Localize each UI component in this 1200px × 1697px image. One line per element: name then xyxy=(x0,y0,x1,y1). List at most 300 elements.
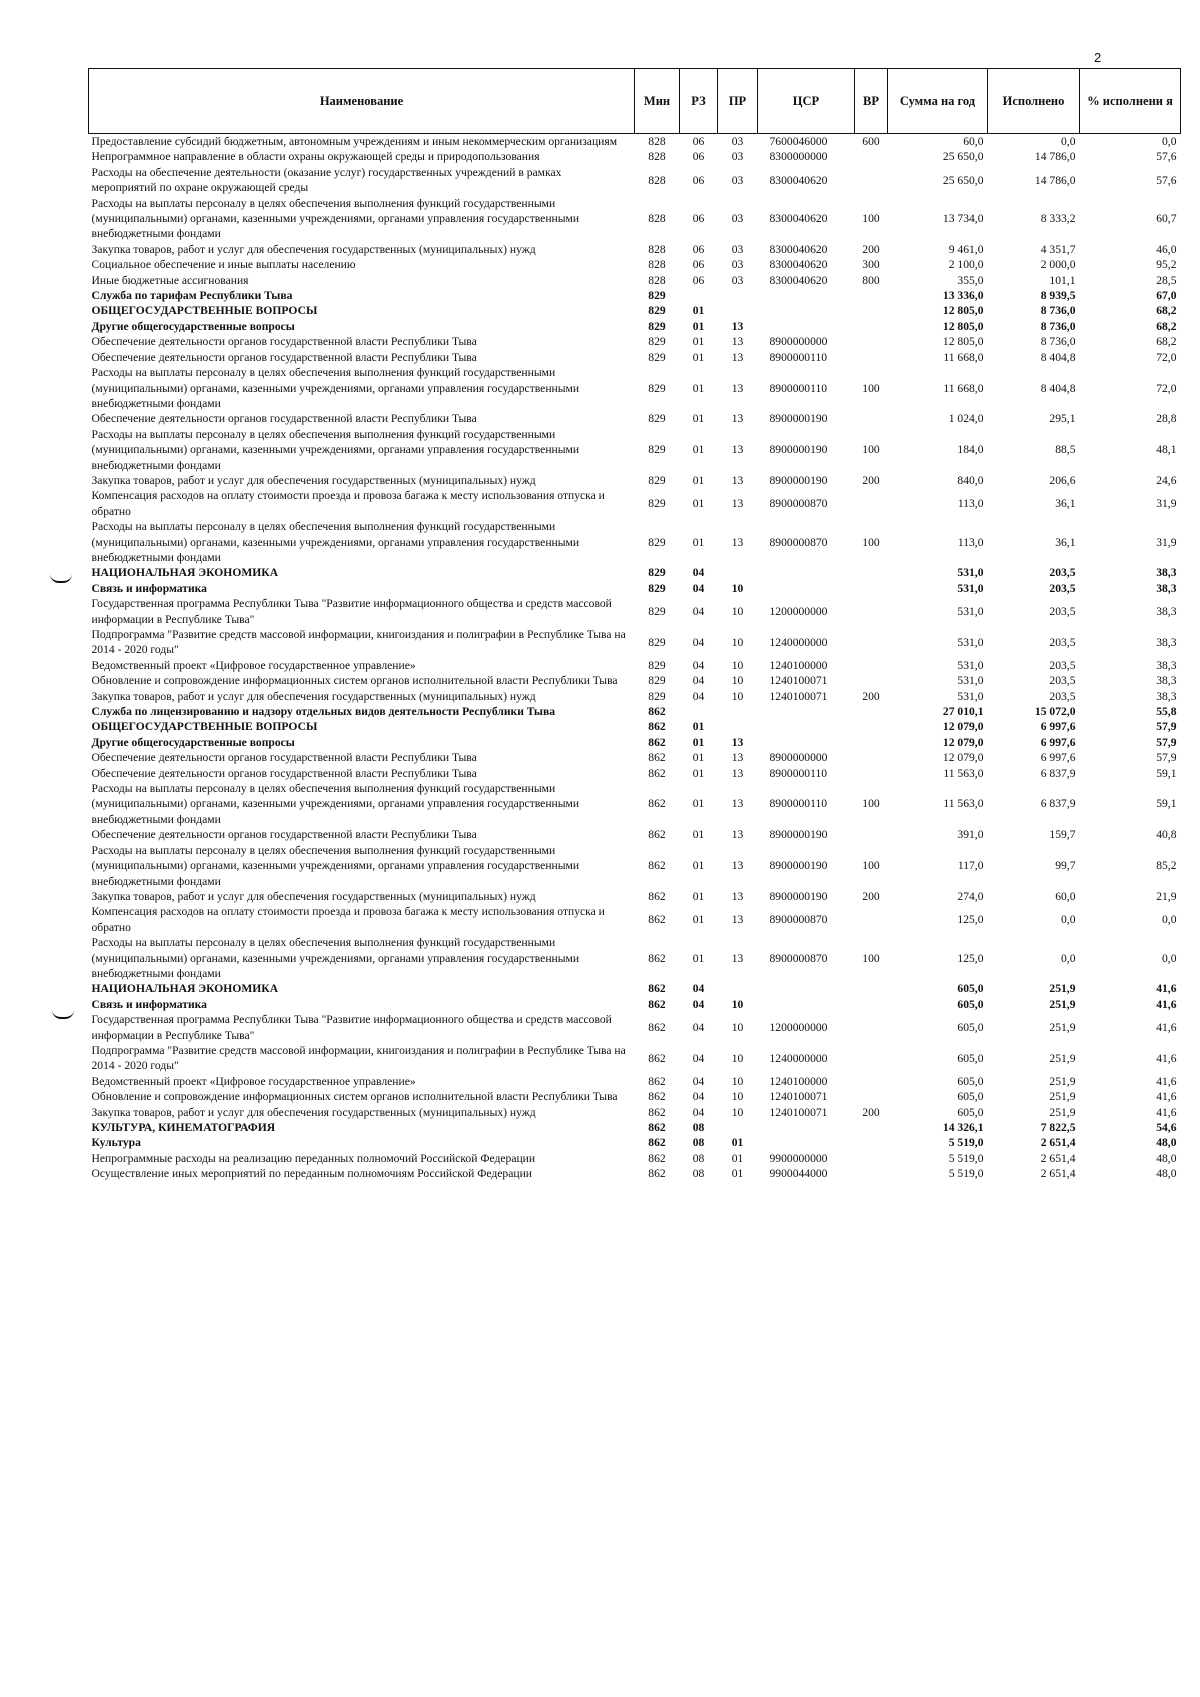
cell-csr: 9900044000 xyxy=(769,1167,828,1181)
cell-percent: 31,9 xyxy=(1156,497,1177,511)
cell-rz: 01 xyxy=(692,304,705,318)
table-row xyxy=(89,273,1181,288)
cell-vr: 200 xyxy=(862,242,880,256)
cell-csr: 1240100071 xyxy=(769,1090,828,1104)
cell-annual-sum: 12 079,0 xyxy=(942,720,984,734)
cell-csr xyxy=(758,997,855,1012)
cell-vr xyxy=(855,288,888,303)
cell-vr xyxy=(855,1043,888,1074)
table-header-row xyxy=(89,69,1181,134)
cell-rz: 01 xyxy=(692,751,705,765)
cell-annual-sum: 391,0 xyxy=(957,828,984,842)
cell-csr: 8900000110 xyxy=(769,797,828,811)
cell-annual-sum: 11 563,0 xyxy=(943,766,984,780)
cell-name: Ведомственный проект «Цифровое государственное управление» xyxy=(91,1074,416,1088)
cell-name: Закупка товаров, работ и услуг для обеспечения государственных (муниципальных) нужд xyxy=(91,1105,536,1119)
cell-rz: 04 xyxy=(692,689,705,703)
cell-csr: 8900000190 xyxy=(769,443,828,457)
cell-executed: 6 997,6 xyxy=(1040,735,1076,749)
table-row xyxy=(89,1074,1181,1089)
cell-rz: 08 xyxy=(692,1136,705,1150)
cell-vr xyxy=(855,981,888,996)
cell-vr xyxy=(855,334,888,349)
cell-name: Другие общегосударственные вопросы xyxy=(91,319,295,333)
cell-min: 829 xyxy=(648,581,666,595)
cell-rz: 01 xyxy=(692,735,705,749)
cell-csr: 7600046000 xyxy=(769,135,828,148)
cell-annual-sum: 12 805,0 xyxy=(942,304,984,318)
cell-vr xyxy=(855,319,888,334)
cell-executed: 8 939,5 xyxy=(1040,289,1076,303)
cell-min: 829 xyxy=(648,674,666,688)
cell-rz: 04 xyxy=(692,1105,705,1119)
cell-min: 828 xyxy=(648,173,666,187)
cell-csr: 8300040620 xyxy=(769,173,828,187)
cell-pr: 10 xyxy=(731,1020,744,1034)
table-row xyxy=(89,827,1181,842)
cell-min: 828 xyxy=(648,212,666,226)
cell-rz: 06 xyxy=(692,135,705,148)
cell-rz: 01 xyxy=(692,350,705,364)
cell-percent: 41,6 xyxy=(1156,982,1177,996)
cell-min: 862 xyxy=(648,1090,666,1104)
cell-executed: 0,0 xyxy=(1061,135,1076,148)
cell-percent: 31,9 xyxy=(1156,535,1177,549)
cell-min: 862 xyxy=(648,1167,666,1181)
table-row xyxy=(89,719,1181,734)
cell-rz: 01 xyxy=(692,951,705,965)
cell-name: Расходы на выплаты персоналу в целях обеспечения выполнения функций государственными (муниципальными) органами, казенными учреждениями, органами управления государственными внебюджетными фондами xyxy=(91,520,580,564)
cell-pr: 01 xyxy=(731,1136,744,1150)
cell-pr xyxy=(718,1120,758,1135)
cell-annual-sum: 12 079,0 xyxy=(942,735,984,749)
cell-csr: 1240000000 xyxy=(769,635,828,649)
cell-name: Обеспечение деятельности органов государственной власти Республики Тыва xyxy=(91,335,477,349)
table-row xyxy=(89,519,1181,565)
cell-executed: 251,9 xyxy=(1049,1051,1076,1065)
cell-executed: 203,5 xyxy=(1049,581,1076,595)
cell-executed: 8 736,0 xyxy=(1040,319,1076,333)
cell-executed: 8 333,2 xyxy=(1040,212,1076,226)
cell-rz: 04 xyxy=(692,581,705,595)
cell-pr: 03 xyxy=(731,135,744,148)
cell-rz: 04 xyxy=(692,1074,705,1088)
cell-annual-sum: 125,0 xyxy=(957,951,984,965)
cell-name: Подпрограмма "Развитие средств массовой информации, книгоиздания и полиграфии в Республике Тыва на 2014 - 2020 годы" xyxy=(91,1043,626,1073)
cell-annual-sum: 113,0 xyxy=(957,497,984,511)
cell-percent: 72,0 xyxy=(1156,381,1177,395)
cell-csr: 8900000000 xyxy=(769,751,828,765)
col-header-rz: РЗ xyxy=(680,69,718,134)
cell-annual-sum: 605,0 xyxy=(957,982,984,996)
cell-rz: 04 xyxy=(692,658,705,672)
cell-name: Компенсация расходов на оплату стоимости проезда и провоза багажа к месту использования отпуска и обратно xyxy=(91,489,605,518)
cell-rz: 01 xyxy=(692,889,705,903)
cell-pr: 13 xyxy=(731,335,744,349)
cell-min: 829 xyxy=(648,350,666,364)
cell-executed: 8 404,8 xyxy=(1040,350,1076,364)
cell-vr xyxy=(855,1166,888,1181)
cell-executed: 2 000,0 xyxy=(1040,258,1076,272)
cell-rz: 08 xyxy=(692,1121,705,1134)
cell-executed: 251,9 xyxy=(1049,1074,1076,1088)
cell-rz xyxy=(680,288,718,303)
cell-vr xyxy=(855,149,888,164)
cell-name: Предоставление субсидий бюджетным, автономным учреждениям и иным некоммерческим организациям xyxy=(91,135,618,148)
cell-executed: 8 404,8 xyxy=(1040,381,1076,395)
cell-pr: 13 xyxy=(731,751,744,765)
cell-percent: 41,6 xyxy=(1156,1020,1177,1034)
margin-tick-mark xyxy=(52,1010,74,1019)
cell-percent: 54,6 xyxy=(1156,1121,1177,1134)
cell-vr: 100 xyxy=(862,797,880,811)
cell-rz: 06 xyxy=(692,212,705,226)
cell-executed: 6 837,9 xyxy=(1040,797,1076,811)
cell-pr: 10 xyxy=(731,1090,744,1104)
cell-rz: 04 xyxy=(692,997,705,1011)
cell-csr: 8300040620 xyxy=(769,258,828,272)
cell-csr: 8900000190 xyxy=(769,473,828,487)
cell-min: 829 xyxy=(648,289,666,303)
cell-csr: 8900000110 xyxy=(769,381,828,395)
cell-percent: 48,0 xyxy=(1156,1151,1177,1165)
cell-percent: 57,9 xyxy=(1156,751,1177,765)
cell-name: Расходы на выплаты персоналу в целях обеспечения выполнения функций государственными (муниципальными) органами, казенными учреждениями, органами управления государственными внебюджетными фондами xyxy=(91,843,580,888)
cell-pr: 01 xyxy=(731,1151,744,1165)
cell-pr: 13 xyxy=(731,535,744,549)
cell-executed: 36,1 xyxy=(1055,497,1076,511)
cell-min: 829 xyxy=(648,304,666,318)
cell-min: 862 xyxy=(648,1020,666,1034)
col-header-percent: % исполнени я xyxy=(1080,69,1181,134)
cell-vr: 100 xyxy=(862,381,880,395)
cell-name: Обеспечение деятельности органов государственной власти Республики Тыва xyxy=(91,766,477,780)
cell-percent: 0,0 xyxy=(1162,135,1177,148)
cell-annual-sum: 12 805,0 xyxy=(942,319,984,333)
cell-min: 862 xyxy=(648,982,666,996)
cell-vr xyxy=(855,1074,888,1089)
cell-executed: 206,6 xyxy=(1049,473,1076,487)
cell-rz: 06 xyxy=(692,173,705,187)
table-row xyxy=(89,1120,1181,1135)
cell-rz: 01 xyxy=(692,497,705,511)
cell-annual-sum: 1 024,0 xyxy=(948,412,984,426)
cell-pr: 03 xyxy=(731,173,744,187)
cell-rz: 01 xyxy=(692,335,705,349)
cell-executed: 88,5 xyxy=(1055,443,1076,457)
cell-csr: 1240100071 xyxy=(769,689,828,703)
cell-annual-sum: 12 805,0 xyxy=(942,335,984,349)
cell-rz: 01 xyxy=(692,473,705,487)
cell-executed: 4 351,7 xyxy=(1040,242,1076,256)
cell-name: Расходы на обеспечение деятельности (оказание услуг) государственных учреждений в рамках мероприятий по охране окружающей среды xyxy=(91,165,562,195)
cell-vr xyxy=(855,350,888,365)
table-row xyxy=(89,1012,1181,1043)
cell-percent: 57,9 xyxy=(1156,735,1177,749)
cell-name: Расходы на выплаты персоналу в целях обеспечения выполнения функций государственными (муниципальными) органами, казенными учреждениями, органами управления государственными внебюджетными фондами xyxy=(91,782,580,826)
cell-executed: 251,9 xyxy=(1049,997,1076,1011)
cell-name: ОБЩЕГОСУДАРСТВЕННЫЕ ВОПРОСЫ xyxy=(91,720,318,734)
table-row xyxy=(89,488,1181,519)
cell-annual-sum: 2 100,0 xyxy=(948,258,984,272)
cell-vr xyxy=(855,1135,888,1150)
cell-min: 862 xyxy=(648,951,666,965)
table-row xyxy=(89,565,1181,580)
table-row xyxy=(89,596,1181,627)
cell-executed: 0,0 xyxy=(1061,951,1076,965)
cell-executed: 14 786,0 xyxy=(1034,150,1076,164)
cell-executed: 101,1 xyxy=(1049,273,1076,287)
cell-csr xyxy=(758,704,855,719)
cell-name: КУЛЬТУРА, КИНЕМАТОГРАФИЯ xyxy=(91,1121,276,1134)
cell-percent: 38,3 xyxy=(1156,604,1177,618)
cell-pr: 10 xyxy=(731,997,744,1011)
cell-min: 829 xyxy=(648,443,666,457)
cell-annual-sum: 605,0 xyxy=(957,997,984,1011)
cell-pr: 13 xyxy=(731,497,744,511)
cell-executed: 2 651,4 xyxy=(1040,1167,1076,1181)
cell-csr xyxy=(758,319,855,334)
cell-name: Обеспечение деятельности органов государственной власти Республики Тыва xyxy=(91,751,477,765)
cell-name: Служба по тарифам Республики Тыва xyxy=(91,289,293,303)
cell-csr: 8900000110 xyxy=(769,766,828,780)
cell-csr: 9900000000 xyxy=(769,1151,828,1165)
cell-pr xyxy=(718,719,758,734)
table-row xyxy=(89,134,1181,150)
cell-csr xyxy=(758,581,855,596)
cell-min: 829 xyxy=(648,635,666,649)
cell-annual-sum: 11 668,0 xyxy=(943,381,984,395)
cell-min: 862 xyxy=(648,1051,666,1065)
cell-min: 829 xyxy=(648,497,666,511)
cell-annual-sum: 605,0 xyxy=(957,1074,984,1088)
cell-pr: 13 xyxy=(731,412,744,426)
cell-executed: 203,5 xyxy=(1049,604,1076,618)
cell-rz: 08 xyxy=(692,1151,705,1165)
cell-percent: 28,8 xyxy=(1156,412,1177,426)
cell-vr: 200 xyxy=(862,473,880,487)
cell-csr: 8300040620 xyxy=(769,212,828,226)
table-row xyxy=(89,1135,1181,1150)
table-body xyxy=(89,134,1181,1182)
cell-annual-sum: 605,0 xyxy=(957,1105,984,1119)
table-row xyxy=(89,704,1181,719)
cell-rz: 04 xyxy=(692,674,705,688)
col-header-name: Наименование xyxy=(89,69,635,134)
cell-csr: 8900000190 xyxy=(769,859,828,873)
cell-pr: 10 xyxy=(731,635,744,649)
cell-vr xyxy=(855,827,888,842)
cell-executed: 159,7 xyxy=(1049,828,1076,842)
cell-name: Подпрограмма "Развитие средств массовой информации, книгоиздания и полиграфии в Республике Тыва на 2014 - 2020 годы" xyxy=(91,628,626,657)
cell-pr: 10 xyxy=(731,674,744,688)
cell-pr: 10 xyxy=(731,658,744,672)
cell-percent: 38,3 xyxy=(1156,581,1177,595)
table-row xyxy=(89,1089,1181,1104)
cell-executed: 2 651,4 xyxy=(1040,1151,1076,1165)
cell-min: 829 xyxy=(648,412,666,426)
cell-percent: 68,2 xyxy=(1156,319,1177,333)
cell-min: 829 xyxy=(648,335,666,349)
cell-percent: 38,3 xyxy=(1156,635,1177,649)
cell-csr xyxy=(758,1135,855,1150)
table-row xyxy=(89,627,1181,658)
cell-executed: 2 651,4 xyxy=(1040,1136,1076,1150)
cell-percent: 0,0 xyxy=(1162,913,1177,927)
cell-csr: 1200000000 xyxy=(769,1020,828,1034)
cell-csr: 8900000000 xyxy=(769,335,828,349)
cell-vr: 200 xyxy=(862,689,880,703)
cell-min: 828 xyxy=(648,242,666,256)
cell-vr: 600 xyxy=(862,135,880,148)
table-row xyxy=(89,427,1181,473)
table-row xyxy=(89,673,1181,688)
cell-annual-sum: 25 650,0 xyxy=(942,150,984,164)
table-row xyxy=(89,1166,1181,1181)
cell-percent: 38,3 xyxy=(1156,566,1177,580)
cell-min: 862 xyxy=(648,828,666,842)
cell-vr xyxy=(855,1151,888,1166)
cell-min: 862 xyxy=(648,859,666,873)
cell-name: НАЦИОНАЛЬНАЯ ЭКОНОМИКА xyxy=(91,566,279,580)
cell-pr xyxy=(718,288,758,303)
cell-min: 828 xyxy=(648,258,666,272)
cell-percent: 48,0 xyxy=(1156,1167,1177,1181)
cell-rz: 04 xyxy=(692,1020,705,1034)
cell-vr: 100 xyxy=(862,535,880,549)
cell-executed: 203,5 xyxy=(1049,658,1076,672)
cell-annual-sum: 60,0 xyxy=(963,135,984,148)
cell-executed: 203,5 xyxy=(1049,635,1076,649)
cell-name: Расходы на выплаты персоналу в целях обеспечения выполнения функций государственными (муниципальными) органами, казенными учреждениями, органами управления государственными внебюджетными фондами xyxy=(91,427,580,472)
cell-min: 829 xyxy=(648,473,666,487)
cell-pr: 03 xyxy=(731,150,744,164)
cell-csr xyxy=(758,288,855,303)
cell-percent: 85,2 xyxy=(1156,859,1177,873)
cell-name: Непрограммные расходы на реализацию переданных полномочий Российской Федерации xyxy=(91,1151,536,1165)
cell-vr xyxy=(855,411,888,426)
cell-csr xyxy=(758,735,855,750)
cell-pr: 13 xyxy=(731,350,744,364)
cell-pr: 13 xyxy=(731,473,744,487)
cell-name: Социальное обеспечение и иные выплаты населению xyxy=(91,258,356,272)
cell-csr xyxy=(758,303,855,318)
cell-rz: 06 xyxy=(692,258,705,272)
budget-execution-table xyxy=(88,68,1181,1182)
cell-min: 862 xyxy=(648,751,666,765)
cell-rz: 06 xyxy=(692,242,705,256)
margin-tick-mark xyxy=(50,574,72,583)
cell-name: Государственная программа Республики Тыва "Развитие информационного общества и средств массовой информации в Республике Тыва" xyxy=(91,597,612,626)
table-row xyxy=(89,1151,1181,1166)
cell-rz xyxy=(680,704,718,719)
cell-min: 862 xyxy=(648,913,666,927)
cell-annual-sum: 11 668,0 xyxy=(943,350,984,364)
cell-min: 829 xyxy=(648,381,666,395)
cell-csr: 8900000110 xyxy=(769,350,828,364)
cell-percent: 57,9 xyxy=(1156,720,1177,734)
cell-percent: 72,0 xyxy=(1156,350,1177,364)
cell-vr xyxy=(855,1120,888,1135)
cell-annual-sum: 113,0 xyxy=(957,535,984,549)
cell-executed: 8 736,0 xyxy=(1040,335,1076,349)
table-row xyxy=(89,411,1181,426)
cell-annual-sum: 531,0 xyxy=(957,566,984,580)
cell-rz: 01 xyxy=(692,828,705,842)
cell-percent: 57,6 xyxy=(1156,173,1177,187)
cell-pr: 13 xyxy=(731,889,744,903)
cell-percent: 59,1 xyxy=(1156,797,1177,811)
cell-executed: 6 837,9 xyxy=(1040,766,1076,780)
cell-percent: 38,3 xyxy=(1156,674,1177,688)
col-header-min: Мин xyxy=(635,69,680,134)
cell-vr xyxy=(855,673,888,688)
cell-name: Ведомственный проект «Цифровое государственное управление» xyxy=(91,658,416,672)
cell-csr: 8900000870 xyxy=(769,951,828,965)
table-row xyxy=(89,689,1181,704)
cell-min: 862 xyxy=(648,705,666,719)
cell-rz: 04 xyxy=(692,566,705,580)
cell-csr: 8900000870 xyxy=(769,535,828,549)
cell-name: Непрограммное направление в области охраны окружающей среды и природопользования xyxy=(91,150,540,164)
cell-vr xyxy=(855,658,888,673)
cell-percent: 38,3 xyxy=(1156,689,1177,703)
cell-pr: 10 xyxy=(731,581,744,595)
cell-vr: 100 xyxy=(862,859,880,873)
cell-rz: 01 xyxy=(692,381,705,395)
cell-name: Культура xyxy=(91,1136,141,1150)
cell-name: ОБЩЕГОСУДАРСТВЕННЫЕ ВОПРОСЫ xyxy=(91,304,318,318)
cell-percent: 21,9 xyxy=(1156,889,1177,903)
col-header-vr: ВР xyxy=(855,69,888,134)
cell-min: 862 xyxy=(648,1105,666,1119)
cell-vr: 200 xyxy=(862,889,880,903)
cell-min: 828 xyxy=(648,150,666,164)
cell-rz: 01 xyxy=(692,535,705,549)
cell-min: 828 xyxy=(648,273,666,287)
cell-executed: 0,0 xyxy=(1061,913,1076,927)
cell-pr: 03 xyxy=(731,258,744,272)
cell-vr xyxy=(855,719,888,734)
table-row xyxy=(89,319,1181,334)
cell-percent: 48,0 xyxy=(1156,1136,1177,1150)
table-row xyxy=(89,257,1181,272)
table-row xyxy=(89,365,1181,411)
cell-pr: 03 xyxy=(731,242,744,256)
cell-executed: 15 072,0 xyxy=(1034,705,1076,719)
cell-executed: 60,0 xyxy=(1055,889,1076,903)
cell-percent: 41,6 xyxy=(1156,1105,1177,1119)
cell-csr: 8900000190 xyxy=(769,889,828,903)
cell-name: Обеспечение деятельности органов государственной власти Республики Тыва xyxy=(91,412,477,426)
cell-csr: 8300040620 xyxy=(769,273,828,287)
cell-min: 862 xyxy=(648,766,666,780)
cell-percent: 41,6 xyxy=(1156,1090,1177,1104)
cell-min: 828 xyxy=(648,135,666,148)
cell-csr: 1240000000 xyxy=(769,1051,828,1065)
cell-vr xyxy=(855,997,888,1012)
cell-min: 829 xyxy=(648,604,666,618)
cell-executed: 99,7 xyxy=(1055,859,1076,873)
cell-rz: 04 xyxy=(692,1090,705,1104)
cell-annual-sum: 14 326,1 xyxy=(942,1121,984,1134)
table-row xyxy=(89,242,1181,257)
cell-executed: 251,9 xyxy=(1049,1105,1076,1119)
cell-annual-sum: 840,0 xyxy=(957,473,984,487)
cell-pr: 10 xyxy=(731,1074,744,1088)
cell-csr: 8300000000 xyxy=(769,150,828,164)
cell-name: Обновление и сопровождение информационных систем органов исполнительной власти Республики Тыва xyxy=(91,674,618,688)
